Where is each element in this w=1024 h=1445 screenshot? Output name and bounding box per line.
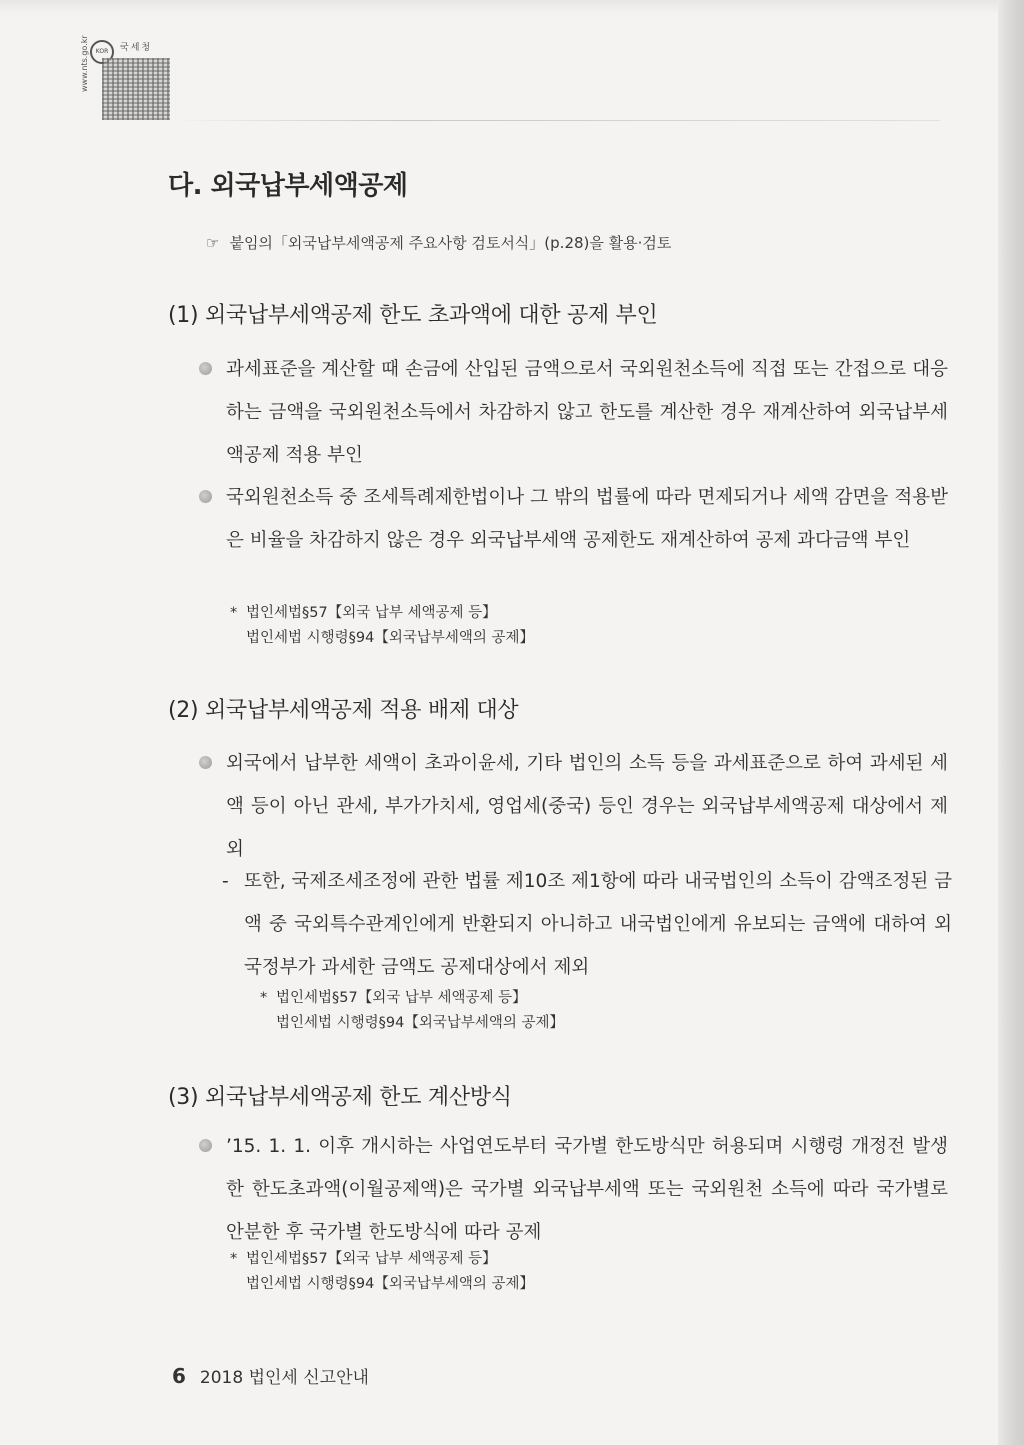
bullet-text: 외국에서 납부한 세액이 초과이윤세, 기타 법인의 소득 등을 과세표준으로 하여 과세된 세액 등이 아닌 관세, 부가가치세, 영업세(중국) 등인 경우는 외국납부세액공제 대상에서 제외: [226, 753, 948, 860]
bullet-dot-icon: [199, 1139, 212, 1152]
dash-item: [222, 860, 952, 989]
note-line: 법인세법§57【외국 납부 세액공제 등】: [276, 990, 527, 1006]
page-footer: [172, 1363, 369, 1388]
subsection-heading-2: (2) 외국납부세액공제 적용 배제 대상: [168, 698, 519, 723]
dash-text: 또한, 국제조세조정에 관한 법률 제10조 제1항에 따라 내국법인의 소득이 감액조정된 금액 중 국외특수관계인에게 반환되지 아니하고 내국법인에게 유보되는 금액에 대하여 외국정부가 과세한 금액도 공제대상에서 제외: [244, 871, 952, 978]
qr-code-icon: [102, 58, 170, 120]
note-line: 법인세법 시행령§94【외국납부세액의 공제】: [276, 1015, 565, 1031]
header-divider: [170, 120, 940, 121]
reference-line: [206, 232, 671, 253]
law-reference-note: [230, 1247, 535, 1297]
pointing-hand-icon: ☞: [206, 234, 220, 252]
scan-edge-right: [998, 0, 1024, 1445]
note-line: 법인세법§57【외국 납부 세액공제 등】: [246, 605, 497, 621]
note-line: 법인세법§57【외국 납부 세액공제 등】: [246, 1251, 497, 1267]
bullet-item: [226, 476, 948, 562]
note-line: 법인세법 시행령§94【외국납부세액의 공제】: [246, 630, 535, 646]
page-number: 6: [172, 1364, 186, 1388]
bullet-text: 과세표준을 계산할 때 손금에 산입된 금액으로서 국외원천소득에 직접 또는 간접으로 대응하는 금액을 국외원천소득에서 차감하지 않고 한도를 계산한 경우 재계산하여 외국납부세액공제 적용 부인: [226, 359, 948, 466]
nts-logo: [80, 34, 176, 126]
footer-title: 2018 법인세 신고안내: [199, 1368, 369, 1388]
section-title: 다. 외국납부세액공제: [168, 171, 408, 201]
asterisk-icon: *: [230, 1251, 238, 1267]
subsection-heading-3: (3) 외국납부세액공제 한도 계산방식: [168, 1085, 512, 1110]
agency-url: www.nts.go.kr: [80, 35, 89, 92]
bullet-dot-icon: [199, 362, 212, 375]
kor-emblem-icon: KOR: [90, 40, 114, 64]
asterisk-icon: *: [230, 605, 238, 621]
subsection-heading-1: (1) 외국납부세액공제 한도 초과액에 대한 공제 부인: [168, 303, 658, 328]
reference-text: 붙임의「외국납부세액공제 주요사항 검토서식」(p.28)을 활용·검토: [229, 234, 672, 252]
agency-name: 국세청: [120, 43, 153, 53]
bullet-dot-icon: [199, 490, 212, 503]
bullet-item: [226, 1125, 948, 1254]
bullet-dot-icon: [199, 756, 212, 769]
bullet-item: [226, 742, 948, 871]
asterisk-icon: *: [260, 990, 268, 1006]
bullet-item: [226, 348, 948, 477]
law-reference-note: [230, 601, 535, 651]
note-line: 법인세법 시행령§94【외국납부세액의 공제】: [246, 1276, 535, 1292]
bullet-text: ’15. 1. 1. 이후 개시하는 사업연도부터 국가별 한도방식만 허용되며 시행령 개정전 발생한 한도초과액(이월공제액)은 국가별 외국납부세액 또는 국외원천 소득에 따라 국가별로 안분한 후 국가별 한도방식에 따라 공제: [226, 1136, 948, 1243]
law-reference-note: [260, 986, 565, 1036]
bullet-text: 국외원천소득 중 조세특례제한법이나 그 밖의 법률에 따라 면제되거나 세액 감면을 적용받은 비율을 차감하지 않은 경우 외국납부세액 공제한도 재계산하여 공제 과다금액 부인: [226, 487, 948, 551]
scan-edge-top: [0, 0, 1000, 14]
dash-mark: -: [222, 871, 229, 892]
